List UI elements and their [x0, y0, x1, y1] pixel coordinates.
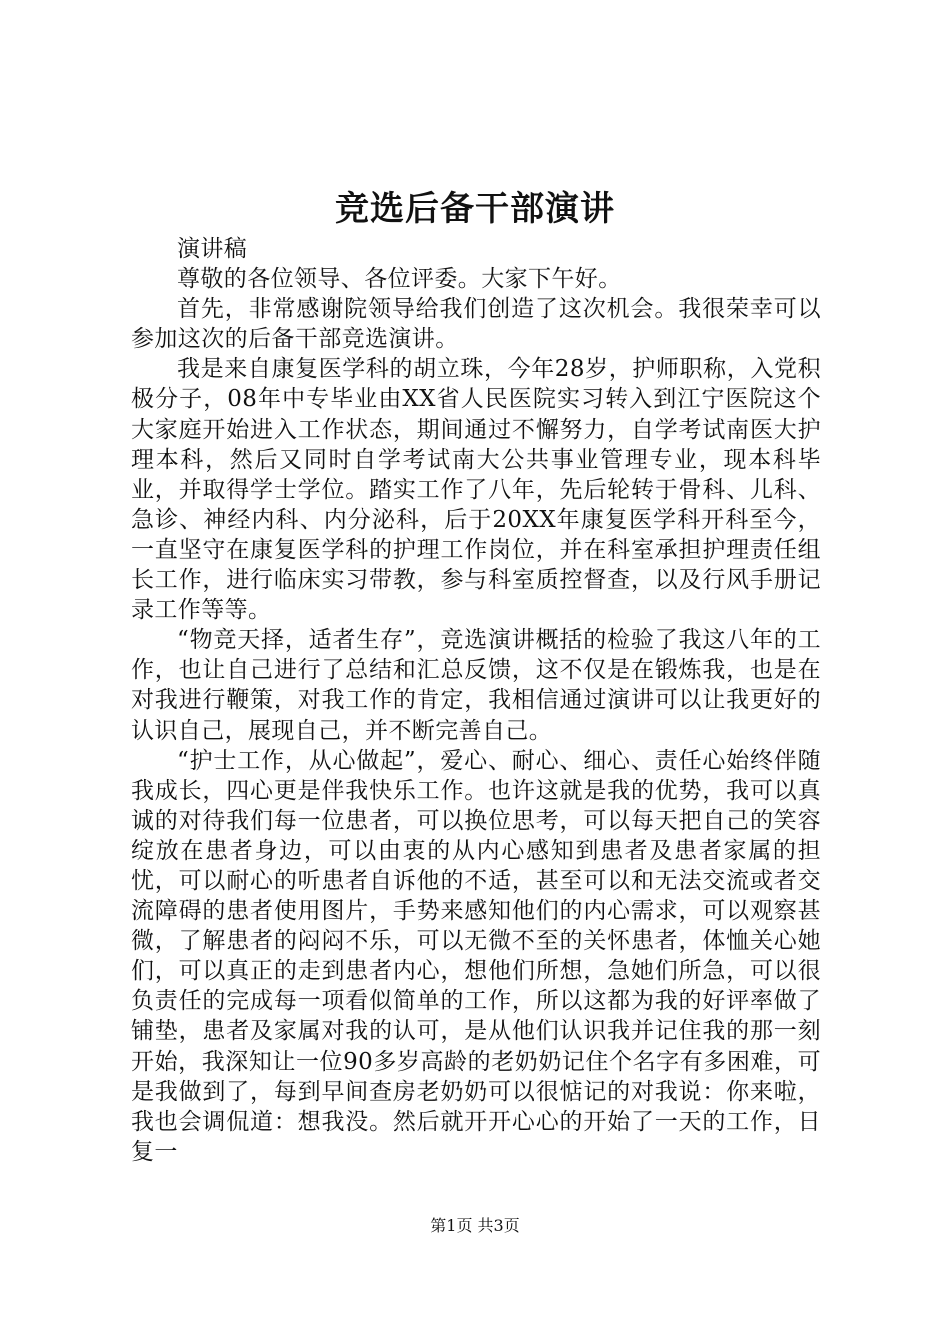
paragraph-intro: 首先，非常感谢院领导给我们创造了这次机会。我很荣幸可以参加这次的后备干部竞选演讲。: [131, 296, 821, 353]
document-body: [131, 234, 821, 1167]
page-footer: 第1页 共3页: [430, 1216, 520, 1235]
paragraph-greeting: 尊敬的各位领导、各位评委。大家下午好。: [177, 266, 622, 293]
paragraph-label: 演讲稿: [177, 236, 248, 262]
paragraph-reflection: “物竞天择，适者生存”，竞选演讲概括的检验了我这八年的工作，也让自己进行了总结和汇总反馈，这不仅是在锻炼我，也是在对我进行鞭策，对我工作的肯定，我相信通过演讲可以让我更好的认识自己，展现自己，并不断完善自己。: [131, 627, 821, 744]
document-title: 竞选后备干部演讲: [335, 189, 615, 229]
paragraph-background: 我是来自康复医学科的胡立珠，今年28岁，护师职称，入党积极分子，08年中专毕业由XX省人民医院实习转入到江宁医院这个大家庭开始进入工作状态，期间通过不懈努力，自学考试南医大护理本科，然后又同时自学考试南大公共事业管理专业，现本科毕业，并取得学士学位。踏实工作了八年，先后轮转于骨科、儿科、急诊、神经内科、内分泌科，后于20XX年康复医学科开科至今，一直坚守在康复医学科的护理工作岗位，并在科室承担护理责任组长工作，进行临床实习带教，参与科室质控督查，以及行风手册记录工作等等。: [131, 356, 821, 624]
paragraph-nursing: “护士工作，从心做起”，爱心、耐心、细心、责任心始终伴随我成长，四心更是伴我快乐工作。也许这就是我的优势，我可以真诚的对待我们每一位患者，可以换位思考，可以每天把自己的笑容绽放在患者身边，可以由衷的从内心感知到患者及患者家属的担忧，可以耐心的听患者自诉他的不适，甚至可以和无法交流或者交流障碍的患者使用图片，手势来感知他们的内心需求，可以观察甚微，了解患者的闷闷不乐，可以无微不至的关怀患者，体恤关心她们，可以真正的走到患者内心，想他们所想，急她们所急，可以很负责任的完成每一项看似简单的工作，所以这都为我的好评率做了铺垫，患者及家属对我的认可，是从他们认识我并记住我的那一刻开始，我深知让一位90多岁高龄的老奶奶记住个名字有多困难，可是我做到了，每到早间查房老奶奶可以很惦记的对我说：你来啦，我也会调侃道：想我没。然后就开开心心的开始了一天的工作，日复一: [131, 747, 821, 1165]
